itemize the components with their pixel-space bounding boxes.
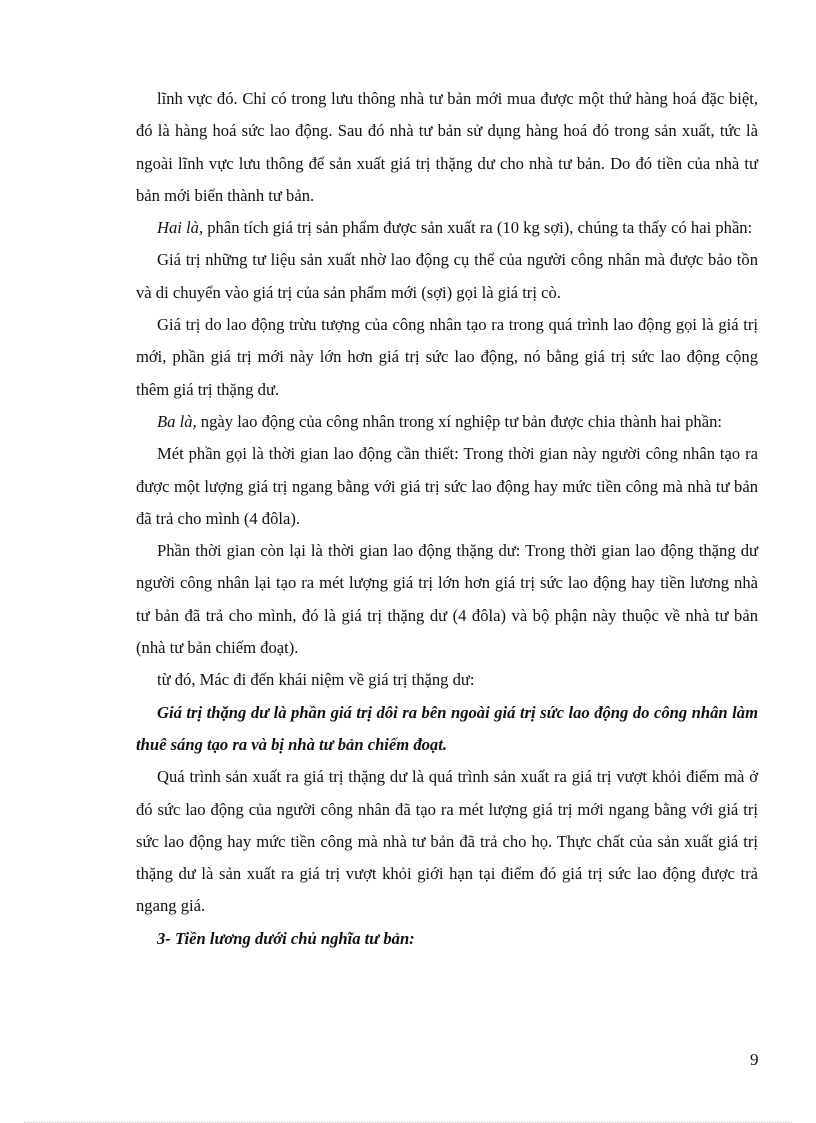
paragraph-3: [136, 244, 758, 309]
paragraph-2-text: phân tích giá trị sản phẩm được sản xuất ra (10 kg sợi), chúng ta thấy có hai phần:: [203, 218, 753, 238]
paragraph-4: [136, 309, 758, 406]
paragraph-1-text: lĩnh vực đó. Chỉ có trong lưu thông nhà tư bản mới mua được một thứ hàng hoá đặc biệt, đó là hàng hoá sức lao động. Sau đó nhà tư bản sử dụng hàng hoá đó trong sản xuất, tức là ngoài lĩnh vực lưu thông để sản xuất giá trị thặng dư cho nhà tư bản. Do đó tiền của nhà tư bản mới biến thành tư bản.: [136, 89, 758, 205]
paragraph-4-text: Giá trị do lao động trừu tượng của công nhân tạo ra trong quá trình lao động gọi là giá trị mới, phần giá trị mới này lớn hơn giá trị sức lao động, nó bằng giá trị sức lao động cộng thêm giá trị thặng dư.: [136, 315, 758, 399]
paragraph-2-lead: Hai là,: [157, 218, 204, 238]
paragraph-1: [136, 83, 758, 212]
paragraph-8-text: từ đó, Mác đi đến khái niệm về giá trị thặng dư:: [157, 670, 475, 690]
page-number: 9: [750, 1050, 759, 1069]
paragraph-2: [136, 212, 758, 244]
definition-paragraph: Giá trị thặng dư là phần giá trị dôi ra bên ngoài giá trị sức lao động do công nhân làm thuê sáng tạo ra và bị nhà tư bản chiếm đoạt.: [136, 702, 758, 754]
body-text: [136, 83, 758, 955]
paragraph-7-text: Phần thời gian còn lại là thời gian lao động thặng dư: Trong thời gian lao động thặng dư người công nhân lại tạo ra mét lượng giá trị lớn hơn giá trị sức lao động hay tiền lương nhà tư bản đã trả cho mình, đó là giá trị thặng dư (4 đôla) và bộ phận này thuộc về nhà tư bản (nhà tư bản chiếm đoạt).: [136, 541, 758, 658]
paragraph-6: [136, 438, 758, 535]
closing-paragraph: Quá trình sản xuất ra giá trị thặng dư là quá trình sản xuất ra giá trị vượt khỏi điểm mà ở đó sức lao động của người công nhân đã tạo ra mét lượng giá trị mới ngang bằng với giá trị sức lao động hay mức tiền công mà nhà tư bản đã trả cho họ. Thực chất của sản xuất giá trị thặng dư là sản xuất ra giá trị vượt khỏi giới hạn tại điểm đó giá trị sức lao động được trả ngang giá.: [136, 767, 758, 916]
section-heading: 3- Tiền lương dưới chủ nghĩa tư bản:: [157, 928, 415, 948]
paragraph-8: [136, 664, 758, 696]
paragraph-7: [136, 535, 758, 664]
paragraph-5: [136, 406, 758, 438]
paragraph-3-text: Giá trị những tư liệu sản xuất nhờ lao động cụ thể của người công nhân mà được bảo tồn và di chuyển vào giá trị của sản phẩm mới (sợi) gọi là giá trị cò.: [136, 250, 758, 302]
paragraph-5-text: ngày lao động của công nhân trong xí nghiệp tư bản được chia thành hai phần:: [196, 411, 723, 431]
paragraph-6-text: Mét phần gọi là thời gian lao động cần thiết: Trong thời gian này người công nhân tạo ra được một lượng giá trị ngang bằng với giá trị sức lao động hay mức tiền công mà nhà tư bản đã trả cho mình (4 đôla).: [136, 444, 758, 528]
paragraph-5-lead: Ba là,: [157, 411, 197, 431]
